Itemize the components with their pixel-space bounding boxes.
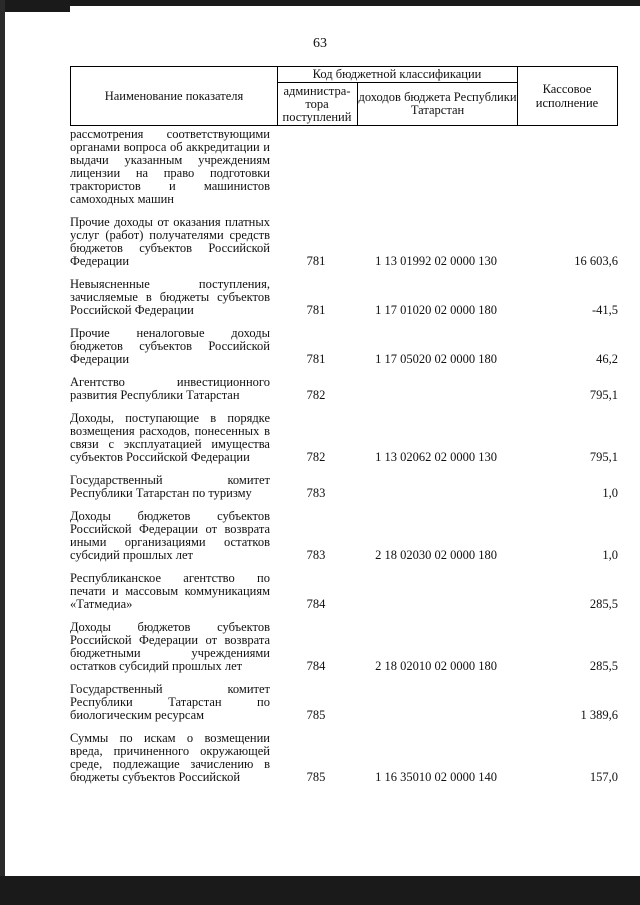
row-name: Государственный комитет Республики Татарстан по биологическим ресурсам <box>70 682 270 722</box>
row-name: Прочие неналоговые доходы бюджетов субъектов Российской Федерации <box>70 326 270 366</box>
table-row <box>70 278 618 317</box>
table-row <box>70 412 618 464</box>
table-header <box>70 66 618 126</box>
row-admin: 781 <box>306 303 326 317</box>
budget-table <box>70 66 618 794</box>
row-code: 1 13 02062 02 0000 130 <box>375 450 497 464</box>
table-row <box>70 327 618 366</box>
row-admin: 783 <box>306 548 326 562</box>
row-code: 1 17 05020 02 0000 180 <box>375 352 497 366</box>
table-row <box>70 376 618 402</box>
header-name: Наименование показателя <box>71 67 278 125</box>
scan-border-top <box>0 0 640 6</box>
row-amount: 795,1 <box>589 388 618 402</box>
row-name: Доходы бюджетов субъектов Российской Федерации от возврата иными организациями остатков субсидий прошлых лет <box>70 509 270 562</box>
row-admin: 784 <box>306 597 326 611</box>
row-name: Прочие доходы от оказания платных услуг (работ) получателями средств бюджетов субъектов Российской Федерации <box>70 215 270 268</box>
row-admin: 782 <box>306 450 326 464</box>
row-name: Государственный комитет Республики Татарстан по туризму <box>70 473 270 500</box>
page-number: 63 <box>313 36 327 51</box>
row-code: 2 18 02010 02 0000 180 <box>375 659 497 673</box>
header-income: доходов бюджета Республики Татарстан <box>358 90 517 117</box>
row-amount: 285,5 <box>589 597 618 611</box>
table-row <box>70 128 618 206</box>
row-code: 2 18 02030 02 0000 180 <box>375 548 497 562</box>
row-amount: -41,5 <box>591 303 618 317</box>
row-code: 1 16 35010 02 0000 140 <box>375 770 497 784</box>
row-amount: 1,0 <box>602 548 618 562</box>
scan-border-notch <box>0 0 70 12</box>
row-amount: 795,1 <box>589 450 618 464</box>
row-amount: 1 389,6 <box>580 708 618 722</box>
row-amount: 46,2 <box>596 352 618 366</box>
row-name: Республиканское агентство по печати и массовым коммуникациям «Татмедиа» <box>70 571 270 611</box>
table-row <box>70 474 618 500</box>
scan-border-left <box>0 0 5 905</box>
row-name: Невыясненные поступления, зачисляемые в бюджеты субъектов Российской Федерации <box>70 277 270 317</box>
row-admin: 785 <box>306 770 326 784</box>
row-code: 1 13 01992 02 0000 130 <box>375 254 497 268</box>
row-name: Доходы бюджетов субъектов Российской Федерации от возврата бюджетными учреждениями остатков субсидий прошлых лет <box>70 620 270 673</box>
row-amount: 285,5 <box>589 659 618 673</box>
row-amount: 157,0 <box>589 770 618 784</box>
header-admin: администра-тора поступлений <box>277 83 358 125</box>
row-name: Суммы по искам о возмещении вреда, причиненного окружающей среде, подлежащие зачислению в бюджеты субъектов Российской <box>70 731 270 784</box>
row-admin: 781 <box>306 254 326 268</box>
table-row <box>70 683 618 722</box>
row-admin: 782 <box>306 388 326 402</box>
table-body <box>70 128 618 784</box>
table-row <box>70 621 618 673</box>
row-admin: 783 <box>306 486 326 500</box>
table-row <box>70 732 618 784</box>
row-admin: 785 <box>306 708 326 722</box>
row-code: 1 17 01020 02 0000 180 <box>375 303 497 317</box>
row-amount: 1,0 <box>602 486 618 500</box>
row-admin: 784 <box>306 659 326 673</box>
row-name: Доходы, поступающие в порядке возмещения расходов, понесенных в связи с эксплуатацией имущества субъектов Российской Федерации <box>70 411 270 464</box>
row-admin: 781 <box>306 352 326 366</box>
header-code-title: Код бюджетной классификации <box>277 67 517 83</box>
table-row <box>70 216 618 268</box>
row-amount: 16 603,6 <box>574 254 618 268</box>
table-row <box>70 572 618 611</box>
row-name: рассмотрения соответствующими органами вопроса об аккредитации и выдачи указанным учреждениям лицензии на право подготовки трактористов и машинистов самоходных машин <box>70 127 270 206</box>
header-execution: Кассовое исполнение <box>535 82 599 110</box>
header-code-group <box>277 67 518 125</box>
row-name: Агентство инвестиционного развития Республики Татарстан <box>70 375 270 402</box>
table-row <box>70 510 618 562</box>
scan-border-bottom <box>0 876 640 905</box>
